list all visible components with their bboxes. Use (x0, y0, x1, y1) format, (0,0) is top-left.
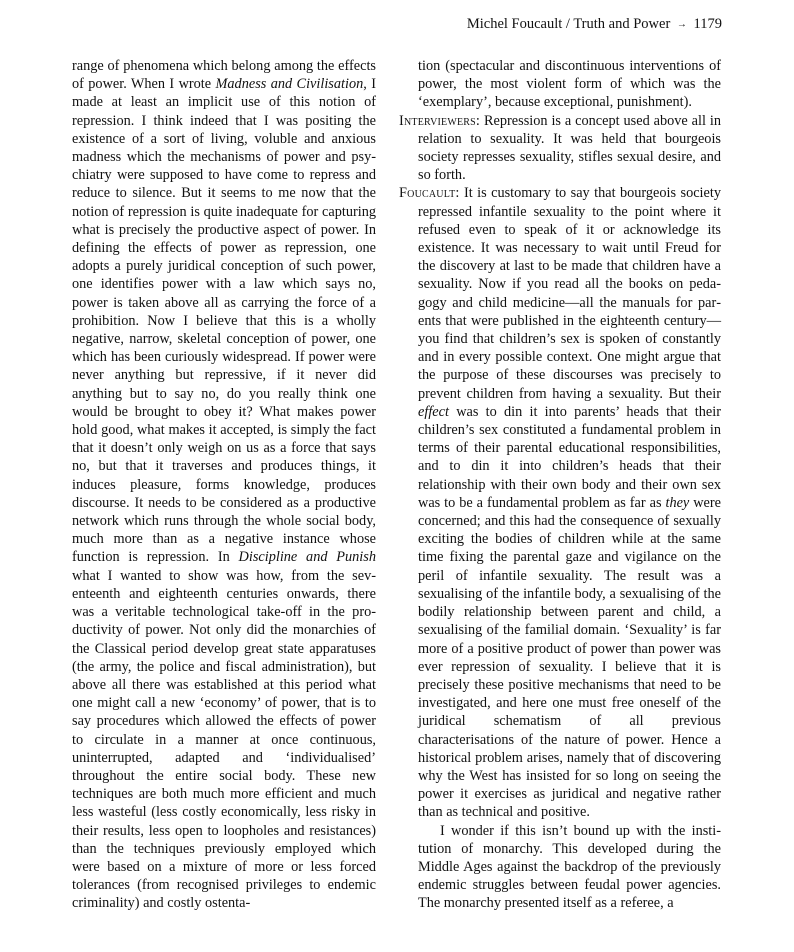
paragraph-text: It is customary to say that bourgeois society repressed infantile sexuality to the point where it refused even to speak of it or acknowledge its existence. It was necessary to wait until Freud for the discovery at last to be made that children have a sexuality. Now if you read all the books on pedagogy and child medicine—all the manuals for parents that were published in the eighteenth century—you find that children’s sex is spoken of constantly and in every possible context. One might argue that the purpose of these discourses was precisely to prevent children from having a sexuality. But their (418, 185, 721, 402)
left-column (72, 57, 376, 912)
speaker-label-interviewers: Interviewers: (399, 112, 481, 129)
emphasis-they: they (665, 494, 690, 511)
book-title-discipline: Discipline and Punish (238, 549, 376, 566)
emphasis-effect: effect (418, 403, 449, 420)
paragraph-text: Repression is a concept used above all in relation to sexuality. It was held that bourgeois society represses sexuality, stifles sexual desire, and so forth. (418, 112, 721, 184)
page-number: 1179 (693, 16, 722, 32)
foucault-paragraph (399, 184, 721, 821)
paragraph (399, 57, 721, 112)
speaker-label-foucault: Foucault: (399, 185, 460, 202)
running-head (467, 14, 722, 35)
paragraph (72, 57, 376, 913)
header-author: Michel Foucault (466, 16, 563, 32)
header-separator: / (565, 16, 570, 32)
paragraph (399, 822, 721, 913)
paragraph-text: tion (spectacular and discontinuous interventions of power, the most violent form of which was the ‘exemplary’, because exceptional, punishment). (418, 58, 721, 111)
paragraph-text: what I wanted to show was how, from the seventeenth and eighteenth centuries onwards, there was a veritable technological take-off in the productivity of power. Not only did the monarchies of the Classical period develop great state apparatuses (the army, the police and fiscal administration), but above all there was established at this period what one might call a new ‘economy’ of power, that is to say procedures which allowed the effects of power to circulate in a manner at once continuous, uninterrupted, adapted and ‘individualised’ throughout the entire social body. These new techniques are both much more efficient and much less wasteful (less costly economically, less risky in their results, less open to loopholes and resistances) than the techniques previously employed which were based on a mixture of more or less forced tolerances (from recognised privileges to endemic criminality) and costly ostenta- (72, 567, 376, 912)
arrow-icon: → (676, 19, 687, 30)
paragraph-text: were concerned; and this had the consequence of sexually exciting the bodies of children while at the same time fixing the parental gaze and vigilance on the peril of infantile sexuality. The result was a sexualising of the infantile body, a sexualising of the bodily relationship between parent and child, a sexualising of the familial domain. ‘Sexuality’ is far more of a positive product of power than power was ever repression of sexuality. I believe that it is precisely these positive mechanisms that need to be investigated, and here one must free oneself of the juridical schematism of all previous characterisations of the nature of power. Hence a historical problem arises, namely that of discovering why the West has insisted for so long on seeing the power it exercises as juridical and negative rather than as technical and positive. (418, 494, 721, 821)
paragraph-text: was to din it into parents’ heads that their children’s sex constituted a fundamental problem in terms of their parental educational responsibilities, and to din it into children’s heads that their relationship with their own body and their own sex was to be a fundamental problem as far as (418, 403, 721, 511)
paragraph-text: range of phenomena which belong among the effects of power. When I wrote (72, 58, 376, 93)
interviewers-paragraph (399, 112, 721, 185)
right-column (399, 57, 721, 912)
header-title: Truth and Power (573, 16, 671, 32)
paragraph-text: I wonder if this isn’t bound up with the institution of monarchy. This developed during the Middle Ages against the backdrop of the previously endemic struggles between feudal power agencies. The monarchy presented itself as a referee, a (418, 822, 721, 912)
book-title-madness: Madness and Civilisation (215, 76, 364, 93)
paragraph-text: , I made at least an implicit use of this notion of repression. I think indeed that I was positing the existence of a sort of living, voluble and anxious madness which the mechanisms of power and psychiatry were supposed to have come to repress and reduce to silence. But it seems to me now that the notion of repression is quite inadequate for capturing what is precisely the productive aspect of power. In defining the effects of power as repression, one adopts a purely juridical conception of such power, one identifies power with a law which says no, power is taken above all as carrying the force of a prohibition. Now I believe that this is a wholly negative, narrow, skeletal conception of power, one which has been curiously widespread. If power were never anything but repressive, if it never did anything but to say no, do you really think one would be brought to obey it? What makes power hold good, what makes it accepted, is simply the fact that it doesn’t only weigh on us as a force that says no, but that it traverses and produces things, it induces pleasure, forms knowledge, produces discourse. It needs to be considered as a productive network which runs through the whole social body, much more than as a negative instance whose function is repression. In (72, 76, 376, 566)
